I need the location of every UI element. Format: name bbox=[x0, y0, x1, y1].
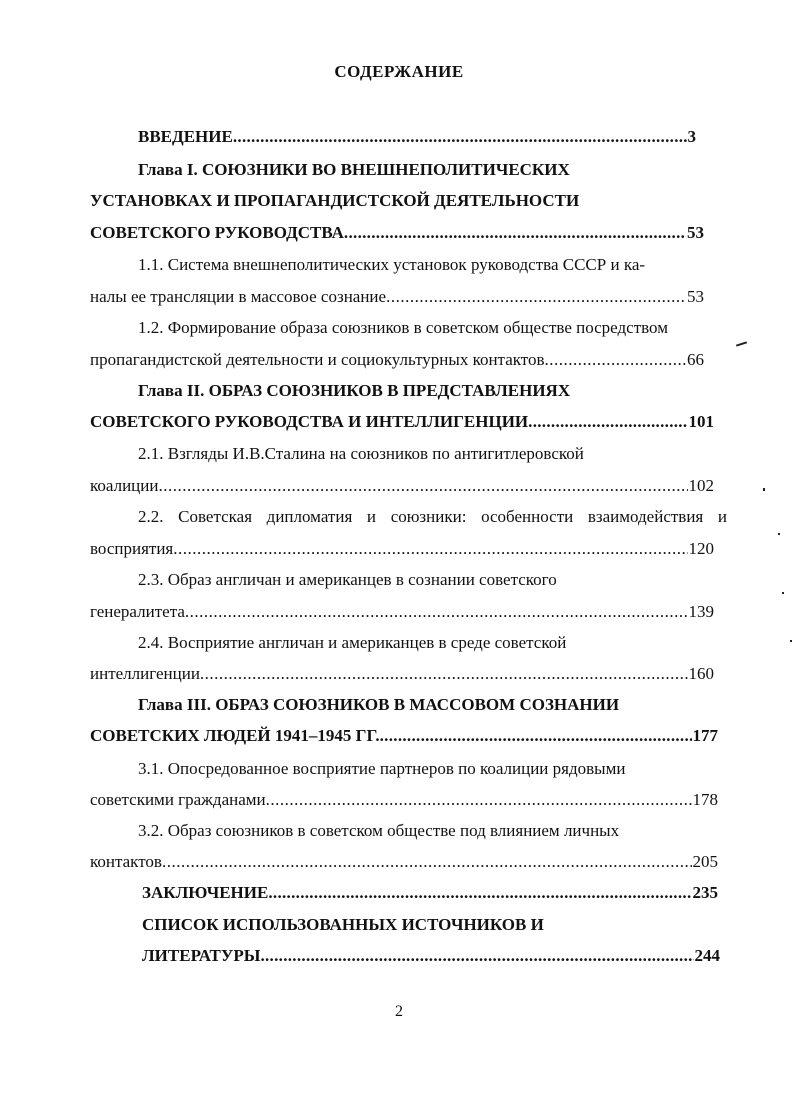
dot-leader bbox=[260, 943, 693, 969]
toc-sources-line-1: СПИСОК ИСПОЛЬЗОВАННЫХ ИСТОЧНИКОВ И bbox=[142, 915, 544, 934]
toc-section-1-1-line-2 bbox=[90, 284, 704, 310]
toc-section-2-4-line-1: 2.4. Восприятие англичан и американцев в среде советской bbox=[138, 633, 567, 652]
scan-speck bbox=[790, 640, 792, 642]
dot-leader bbox=[162, 849, 692, 875]
toc-entry-title: советскими гражданами bbox=[90, 790, 266, 809]
toc-entry-title: ЗАКЛЮЧЕНИЕ bbox=[142, 883, 269, 902]
toc-page-number: 244 bbox=[694, 946, 720, 965]
toc-section-2-3-line-2 bbox=[90, 599, 714, 625]
toc-section-3-1-line-1: 3.1. Опосредованное восприятие партнеров по коалиции рядовыми bbox=[138, 759, 626, 778]
dot-leader bbox=[233, 124, 687, 150]
toc-section-2-1-line-2 bbox=[90, 473, 714, 499]
toc-page-number: 178 bbox=[692, 790, 718, 809]
toc-page-number: 120 bbox=[688, 539, 714, 558]
scan-speck bbox=[782, 592, 784, 594]
toc-entry-title: налы ее трансляции в массовое сознание bbox=[90, 287, 387, 306]
toc-entry-title: СОВЕТСКОГО РУКОВОДСТВА bbox=[90, 223, 344, 242]
toc-entry-intro bbox=[138, 124, 696, 150]
toc-page-number: 53 bbox=[687, 223, 704, 242]
toc-entry-title: пропагандистской деятельности и социокультурных контактов bbox=[90, 350, 545, 369]
dot-leader bbox=[528, 409, 687, 435]
toc-page-number: 102 bbox=[688, 476, 714, 495]
dot-leader bbox=[268, 880, 691, 906]
dot-leader bbox=[200, 661, 688, 687]
toc-section-2-2-line-1: 2.2. Советская дипломатия и союзники: особенности взаимодействия и bbox=[138, 507, 727, 526]
page-title: СОДЕРЖАНИЕ bbox=[334, 62, 464, 81]
toc-page-number: 139 bbox=[688, 602, 714, 621]
toc-chapter-3-line-1: Глава III. ОБРАЗ СОЮЗНИКОВ В МАССОВОМ СОЗНАНИИ bbox=[138, 695, 620, 714]
toc-page-number: 101 bbox=[688, 412, 714, 431]
toc-page-number: 177 bbox=[692, 726, 718, 745]
dot-leader bbox=[545, 347, 686, 373]
toc-section-2-3-line-1: 2.3. Образ англичан и американцев в сознании советского bbox=[138, 570, 557, 589]
toc-entry-title: генералитета bbox=[90, 602, 185, 621]
toc-page-number: 205 bbox=[692, 852, 718, 871]
dot-leader bbox=[158, 473, 687, 499]
toc-entry-title: интеллигенции bbox=[90, 664, 200, 683]
dot-leader bbox=[173, 536, 687, 562]
toc-section-2-4-line-2 bbox=[90, 661, 714, 687]
toc-entry-title: контактов bbox=[90, 852, 162, 871]
dot-leader bbox=[185, 599, 688, 625]
toc-page-number: 235 bbox=[692, 883, 718, 902]
toc-section-2-2-line-2 bbox=[90, 536, 714, 562]
toc-section-2-1-line-1: 2.1. Взгляды И.В.Сталина на союзников по антигитлеровской bbox=[138, 444, 584, 463]
toc-section-1-1-line-1: 1.1. Система внешнеполитических установок руководства СССР и ка- bbox=[138, 255, 646, 274]
toc-chapter-1-line-2: УСТАНОВКАХ И ПРОПАГАНДИСТСКОЙ ДЕЯТЕЛЬНОСТИ bbox=[90, 191, 580, 210]
dot-leader bbox=[266, 787, 692, 813]
dot-leader bbox=[380, 723, 692, 749]
toc-entry-title: ЛИТЕРАТУРЫ bbox=[142, 946, 261, 965]
toc-chapter-2-line-2 bbox=[90, 409, 714, 435]
toc-sources-line-2 bbox=[142, 943, 720, 969]
toc-section-1-2-line-1: 1.2. Формирование образа союзников в советском обществе посредством bbox=[138, 318, 668, 337]
toc-entry-title: СОВЕТСКИХ ЛЮДЕЙ 1941–1945 ГГ. bbox=[90, 726, 380, 745]
page-number: 2 bbox=[395, 1003, 403, 1020]
toc-entry-title: восприятия bbox=[90, 539, 174, 558]
toc-chapter-1-line-1: Глава I. СОЮЗНИКИ ВО ВНЕШНЕПОЛИТИЧЕСКИХ bbox=[138, 160, 570, 179]
toc-page-number: 66 bbox=[687, 350, 704, 369]
toc-chapter-1-line-3 bbox=[90, 220, 704, 246]
toc-chapter-2-line-1: Глава II. ОБРАЗ СОЮЗНИКОВ В ПРЕДСТАВЛЕНИЯХ bbox=[138, 381, 571, 400]
toc-entry-title: ВВЕДЕНИЕ bbox=[138, 127, 233, 146]
toc-section-1-2-line-2 bbox=[90, 347, 704, 373]
toc-page-number: 3 bbox=[687, 127, 696, 146]
scan-mark bbox=[736, 341, 747, 346]
toc-entry-title: СОВЕТСКОГО РУКОВОДСТВА И ИНТЕЛЛИГЕНЦИИ bbox=[90, 412, 529, 431]
scan-speck bbox=[763, 488, 765, 491]
toc-page-number: 160 bbox=[688, 664, 714, 683]
toc-entry-title: коалиции bbox=[90, 476, 159, 495]
toc-section-3-1-line-2 bbox=[90, 787, 718, 813]
dot-leader bbox=[386, 284, 686, 310]
toc-chapter-3-line-2 bbox=[90, 723, 718, 749]
toc-entry-conclusion bbox=[142, 880, 718, 906]
toc-page-number: 53 bbox=[687, 287, 704, 306]
dot-leader bbox=[344, 220, 686, 246]
toc-section-3-2-line-2 bbox=[90, 849, 718, 875]
toc-section-3-2-line-1: 3.2. Образ союзников в советском обществе под влиянием личных bbox=[138, 821, 620, 840]
scan-speck bbox=[778, 533, 780, 535]
